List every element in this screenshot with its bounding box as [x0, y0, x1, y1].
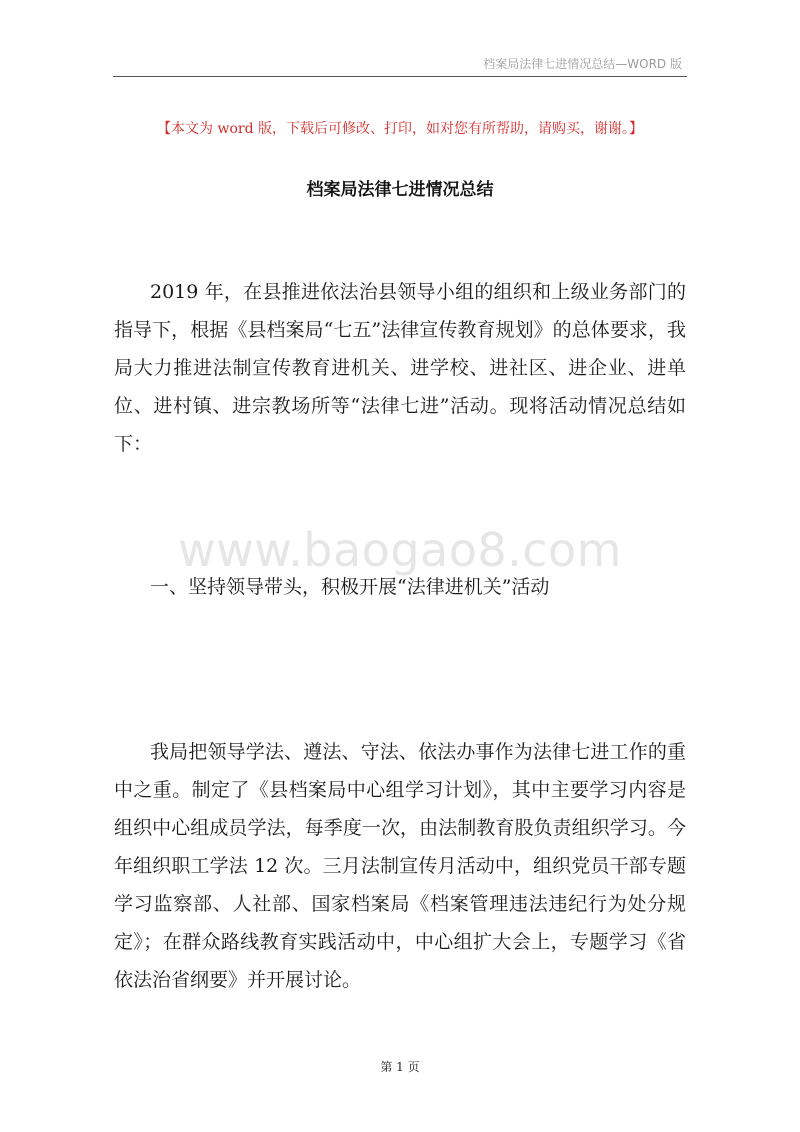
running-header: 档案局法律七进情况总结—WORD 版	[483, 57, 682, 71]
watermark: www.baogao8.com	[178, 523, 622, 577]
document-title: 档案局法律七进情况总结	[306, 180, 494, 200]
body-paragraph: 我局把领导学法、遵法、守法、依法办事作为法律七进工作的重中之重。制定了《县档案局中心组学习计划》，其中主要学习内容是组织中心组成员学法，每季度一次，由法制教育股负责组织学习。今年组织职工学法 12 次。三月法制宣传月活动中，组织党员干部专题学习监察部、人社部、国家档案局《档案管理违法违纪行为处分规定》；在群众路线教育实践活动中，中心组扩大会上，专题学习《省依法治省纲要》并开展讨论。	[114, 741, 686, 991]
intro-paragraph: 2019 年，在县推进依法治县领导小组的组织和上级业务部门的指导下，根据《县档案局“七五”法律宣传教育规划》的总体要求，我局大力推进法制宣传教育进机关、进学校、进社区、进企业、进单位、进村镇、进宗教场所等“法律七进”活动。现将活动情况总结如下：	[114, 281, 686, 455]
header-divider	[113, 76, 687, 77]
section-heading: 一、坚持领导带头，积极开展“法律进机关”活动	[150, 576, 550, 598]
purchase-notice: 【本文为 word 版，下载后可修改、打印，如对您有所帮助，请购买，谢谢。】	[157, 121, 643, 137]
page-number: 第 1 页	[380, 1060, 420, 1074]
